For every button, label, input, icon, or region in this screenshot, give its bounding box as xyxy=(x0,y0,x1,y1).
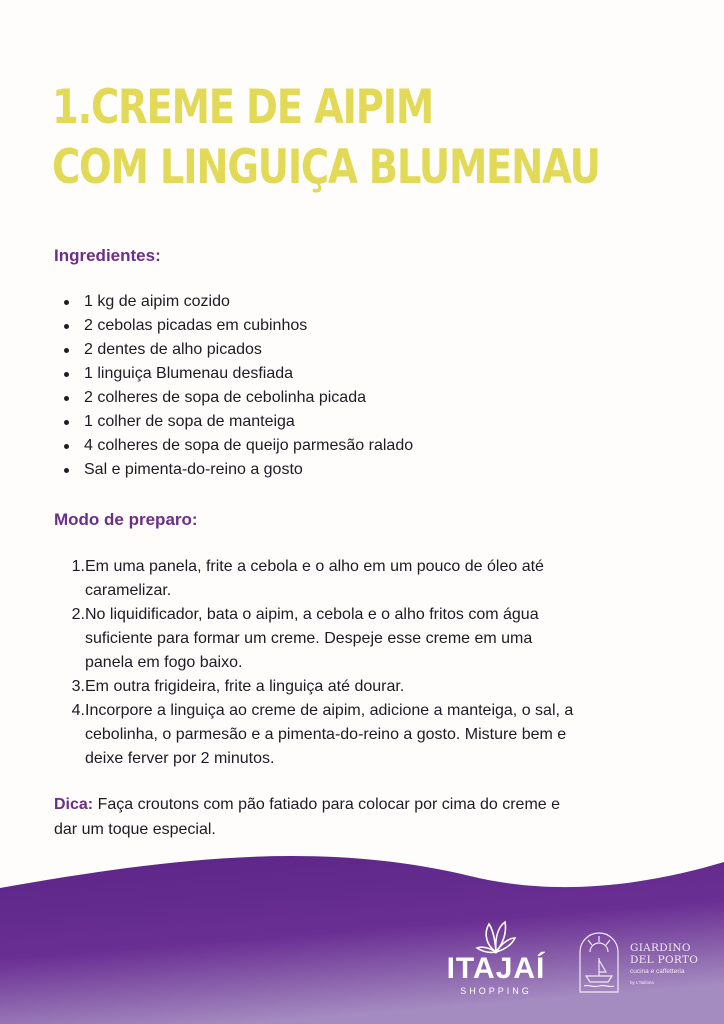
arch-emblem-icon xyxy=(574,928,624,994)
itajai-wordmark: ITAJAÍ xyxy=(446,952,546,985)
list-item: 2 dentes de alho picados xyxy=(54,338,674,362)
itajai-subtitle: SHOPPING xyxy=(460,986,532,996)
step-line: No liquidificador, bata o aipim, a cebola e o alho fritos com água xyxy=(85,606,539,623)
list-item: 1 linguiça Blumenau desfiada xyxy=(54,362,674,386)
step-line: deixe ferver por 2 minutos. xyxy=(85,750,275,767)
step-text xyxy=(85,555,679,603)
list-item: Sal e pimenta-do-reino a gosto xyxy=(54,458,674,482)
method-heading: Modo de preparo: xyxy=(54,510,198,529)
title-line-2: COM LINGUIÇA BLUMENAU xyxy=(52,140,600,195)
giardino-tagline: cucina e caffetteria xyxy=(630,968,685,975)
ingredients-heading: Ingredientes: xyxy=(54,246,161,265)
method-steps xyxy=(54,555,679,771)
recipe-title xyxy=(52,78,600,198)
tip-label: Dica: xyxy=(54,796,94,813)
step-number: 2. xyxy=(71,606,85,623)
list-item: 4 colheres de sopa de queijo parmesão ralado xyxy=(54,434,674,458)
shell-icon xyxy=(473,918,519,956)
step-item xyxy=(54,675,679,699)
step-line: cebolinha, o parmesão e a pimenta-do-reino a gosto. Misture bem e xyxy=(85,726,567,743)
step-number: 4. xyxy=(71,702,85,719)
giardino-by: by L'Italiana xyxy=(630,980,654,985)
tip-text-continued: dar um toque especial. xyxy=(54,821,216,838)
step-text xyxy=(85,603,679,675)
list-item: 1 kg de aipim cozido xyxy=(54,290,674,314)
tip-paragraph xyxy=(54,792,679,842)
step-line: Em outra frigideira, frite a linguiça até dourar. xyxy=(85,678,405,695)
step-item xyxy=(54,555,679,603)
step-line: caramelizar. xyxy=(85,582,172,599)
ingredients-list xyxy=(54,290,674,482)
list-item: 2 colheres de sopa de cebolinha picada xyxy=(54,386,674,410)
step-number: 1. xyxy=(71,558,85,575)
itajai-shopping-logo xyxy=(436,918,556,1008)
step-line: Incorpore a linguiça ao creme de aipim, adicione a manteiga, o sal, a xyxy=(85,702,574,719)
step-line: Em uma panela, frite a cebola e o alho em um pouco de óleo até xyxy=(85,558,544,575)
list-item: 2 cebolas picadas em cubinhos xyxy=(54,314,674,338)
title-line-1: 1.CREME DE AIPIM xyxy=(52,80,434,135)
giardino-name-line-1: GIARDINO xyxy=(630,942,691,954)
list-item: 1 colher de sopa de manteiga xyxy=(54,410,674,434)
step-item xyxy=(54,699,679,771)
step-line: panela em fogo baixo. xyxy=(85,654,243,671)
tip-text: Faça croutons com pão fatiado para colocar por cima do creme e xyxy=(93,796,561,813)
step-text xyxy=(85,699,679,771)
giardino-name xyxy=(630,942,698,966)
giardino-name-line-2: DEL PORTO xyxy=(630,954,699,966)
giardino-del-porto-logo xyxy=(574,928,719,998)
step-number: 3. xyxy=(71,678,85,695)
step-line: suficiente para formar um creme. Despeje esse creme em uma xyxy=(85,630,533,647)
step-text xyxy=(85,675,679,699)
step-item xyxy=(54,603,679,675)
